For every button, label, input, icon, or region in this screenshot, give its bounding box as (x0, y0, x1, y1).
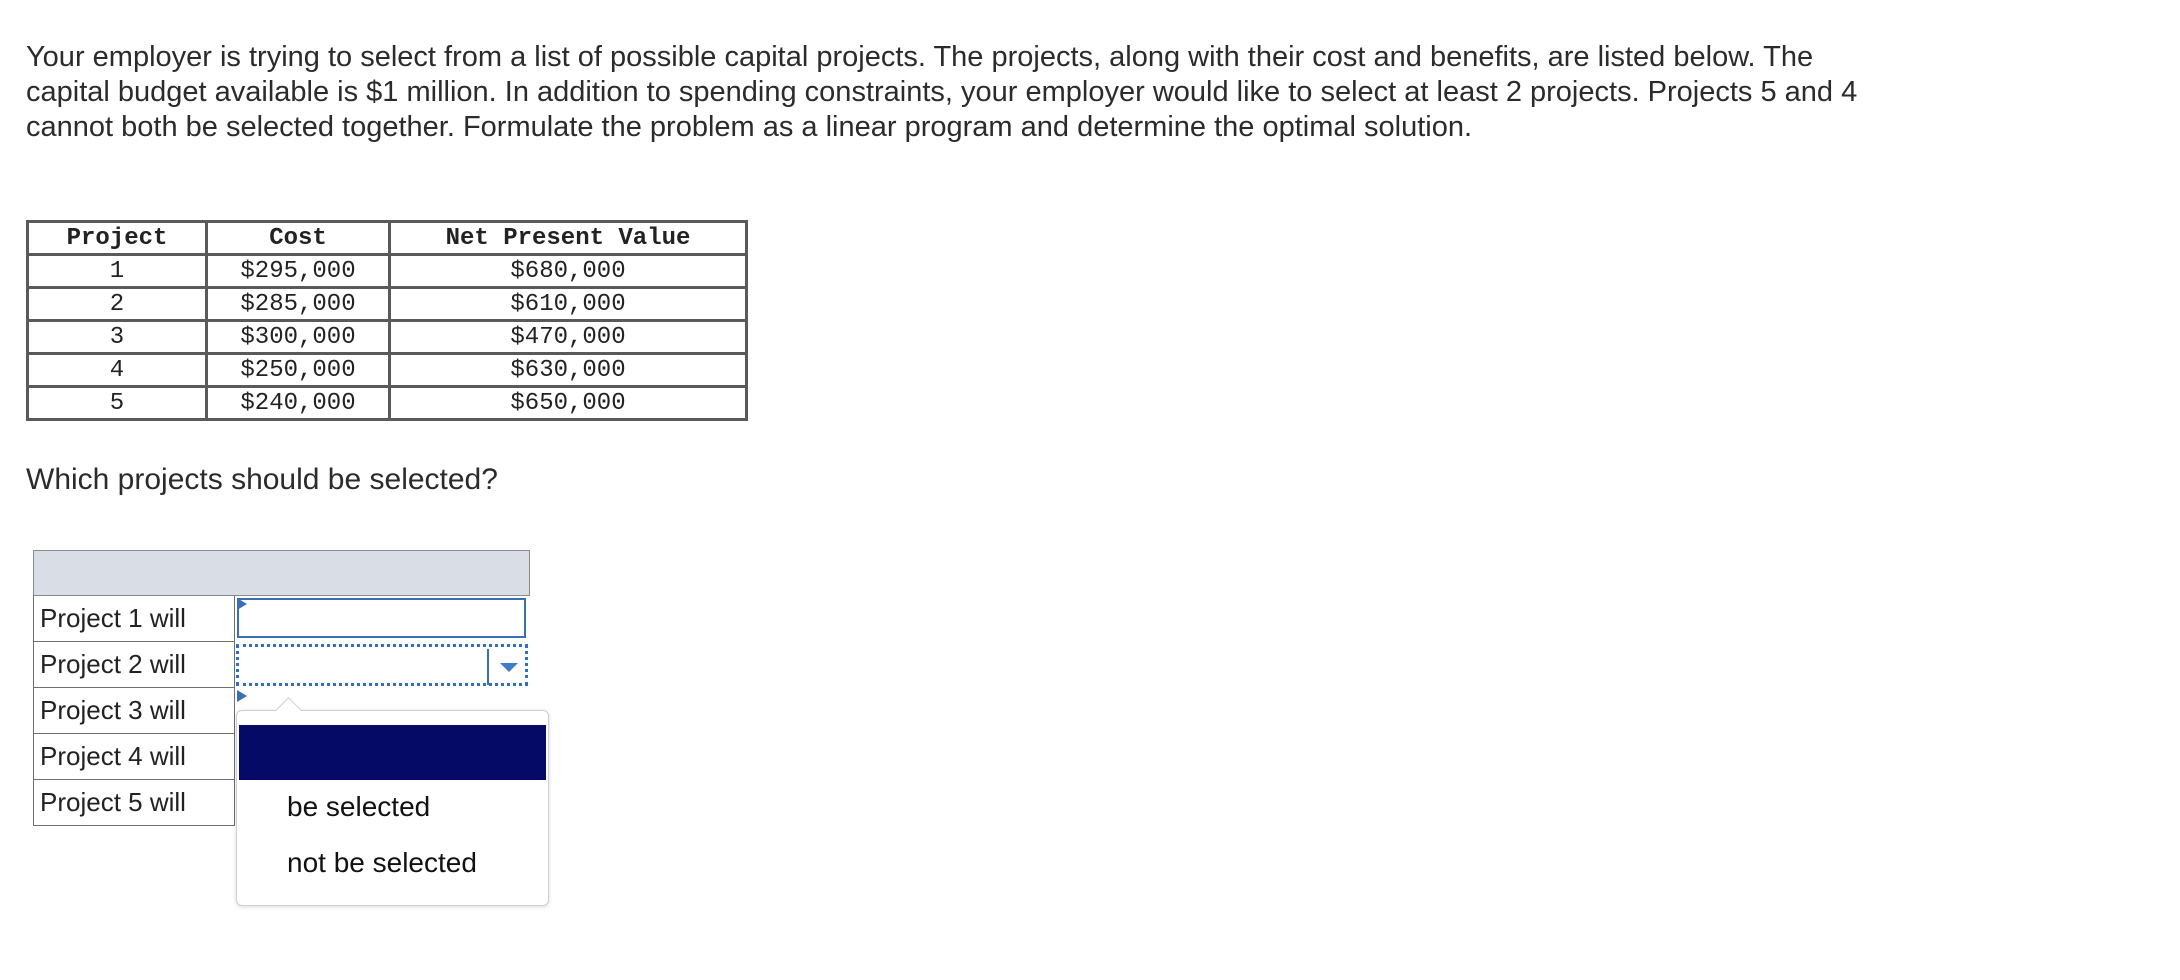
table-row (28, 288, 747, 321)
column-header-cost: Cost (207, 222, 390, 255)
cost-cell: $240,000 (207, 387, 390, 420)
row-label: Project 1 will (33, 596, 235, 642)
row-label: Project 5 will (33, 780, 235, 826)
dropdown-box-focused[interactable] (236, 644, 528, 686)
project-table (26, 220, 748, 421)
dropdown-option-not-be-selected[interactable]: not be selected (287, 847, 477, 878)
cost-cell: $285,000 (207, 288, 390, 321)
table-row (28, 321, 747, 354)
dropdown-divider (487, 649, 489, 685)
row-label: Project 2 will (33, 642, 235, 688)
question-text: Your employer is trying to select from a list of possible capital projects. The projects, along with their cost and benefits, are listed below. The capital budget available is $1 million. In addition to spending constraints, your employer would like to select at least 2 projects. Projects 5 and 4 cannot both be selected together. Formulate the problem as a linear program and determine the optimal solution. (26, 41, 1858, 143)
project-cell: 2 (28, 288, 207, 321)
dropdown-menu (236, 710, 549, 906)
table-header-row (28, 222, 747, 255)
table-row (28, 354, 747, 387)
answer-flag-icon (237, 690, 247, 702)
table-row (28, 387, 747, 420)
column-header-project: Project (28, 222, 207, 255)
answer-flag-icon (237, 598, 247, 610)
table-row (28, 255, 747, 288)
npv-cell: $470,000 (390, 321, 747, 354)
project-2-dropdown[interactable] (235, 642, 530, 688)
project-cell: 3 (28, 321, 207, 354)
npv-cell: $650,000 (390, 387, 747, 420)
dropdown-option-be-selected[interactable]: be selected (287, 791, 431, 822)
project-cell: 5 (28, 387, 207, 420)
column-header-npv: Net Present Value (390, 222, 747, 255)
answer-row-project-1 (33, 596, 530, 642)
cost-cell: $300,000 (207, 321, 390, 354)
npv-cell: $630,000 (390, 354, 747, 387)
cost-cell: $295,000 (207, 255, 390, 288)
answer-grid-header (33, 550, 530, 596)
npv-cell: $680,000 (390, 255, 747, 288)
npv-cell: $610,000 (390, 288, 747, 321)
dropdown-box[interactable] (237, 598, 526, 638)
chevron-down-icon[interactable] (500, 663, 518, 672)
selection-prompt: Which projects should be selected? (26, 463, 498, 496)
row-label: Project 4 will (33, 734, 235, 780)
dropdown-option-blank[interactable] (239, 725, 546, 780)
project-cell: 4 (28, 354, 207, 387)
project-cell: 1 (28, 255, 207, 288)
row-label: Project 3 will (33, 688, 235, 734)
answer-row-project-2 (33, 642, 530, 688)
cost-cell: $250,000 (207, 354, 390, 387)
project-1-dropdown[interactable] (235, 596, 530, 642)
